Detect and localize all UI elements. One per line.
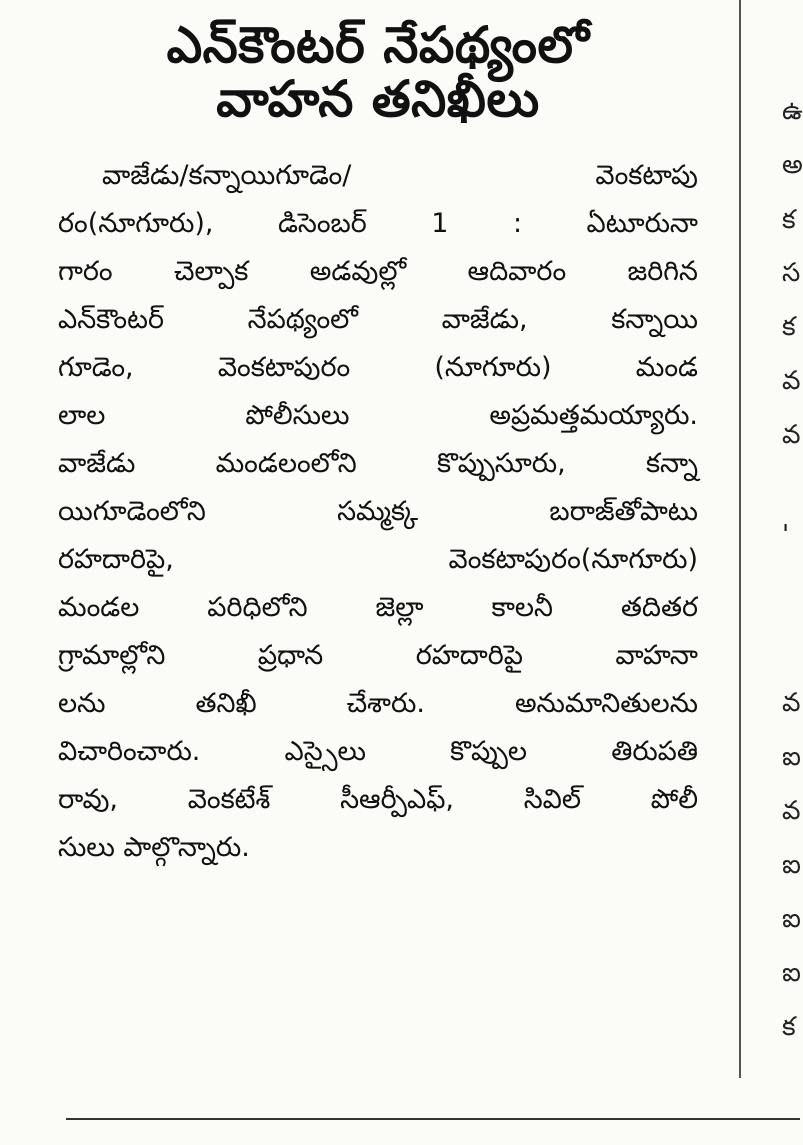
adjacent-text-fragment: వ xyxy=(782,420,801,450)
adjacent-text-fragment: ఐ xyxy=(782,850,801,880)
headline xyxy=(58,18,698,126)
body-line: గ్రామాల్లోని ప్రధాన రహదారిపై వాహనా xyxy=(58,640,698,671)
adjacent-text-fragment: క xyxy=(782,312,796,342)
adjacent-text-fragment: వ xyxy=(782,796,801,826)
adjacent-text-fragment: ఐ xyxy=(782,904,801,934)
body-line: రహదారిపై, వెంకటాపురం(నూగూరు) xyxy=(58,544,698,575)
article-body xyxy=(58,152,698,872)
news-article xyxy=(58,18,698,872)
body-line: ఎన్‌కౌంటర్ నేపథ్యంలో వాజేడు, కన్నాయి xyxy=(58,304,698,335)
adjacent-text-fragment: వ xyxy=(782,688,801,718)
adjacent-text-fragment: ' xyxy=(782,520,790,550)
body-line: వాజేడు మండలంలోని కొప్పుసూరు, కన్నా xyxy=(58,448,698,479)
body-line: లను తనిఖీ చేశారు. అనుమానితులను xyxy=(58,688,698,719)
body-line: రం(నూగూరు), డిసెంబర్ 1 : ఏటూరునా xyxy=(58,208,698,239)
body-line: గూడెం, వెంకటాపురం (నూగూరు) మండ xyxy=(58,352,698,383)
headline-line-1: ఎన్‌కౌంటర్ నేపథ్యంలో xyxy=(166,16,590,74)
adjacent-text-fragment: క xyxy=(782,1012,796,1042)
adjacent-text-fragment: వ xyxy=(782,366,801,396)
body-line: రావు, వెంకటేశ్ సీఆర్పీఎఫ్, సివిల్ పోలీ xyxy=(58,784,698,815)
bottom-rule xyxy=(66,1118,800,1120)
headline-line-2: వాహన తనిఖీలు xyxy=(216,70,540,128)
body-line: వాజేడు/కన్నాయిగూడెం/ వెంకటాపు xyxy=(102,160,698,191)
body-line: మండల పరిధిలోని జెల్లా కాలనీ తదితర xyxy=(58,592,698,623)
adjacent-column-cutoff xyxy=(782,0,803,1145)
adjacent-text-fragment: ఉ xyxy=(782,96,803,126)
adjacent-text-fragment: అ xyxy=(782,150,803,180)
adjacent-text-fragment: ఐ xyxy=(782,958,801,988)
body-line: సులు పాల్గొన్నారు. xyxy=(58,832,250,863)
body-line: విచారించారు. ఎస్సైలు కొప్పుల తిరుపతి xyxy=(58,736,698,767)
body-line: యిగూడెంలోని సమ్మక్క బరాజ్‌తోపాటు xyxy=(58,496,698,527)
body-line: గారం చెల్పాక అడవుల్లో ఆదివారం జరిగిన xyxy=(58,256,698,287)
adjacent-text-fragment: క xyxy=(782,205,796,235)
column-divider xyxy=(739,0,741,1078)
adjacent-text-fragment: ఐ xyxy=(782,742,801,772)
adjacent-text-fragment: స xyxy=(782,258,801,288)
body-line: లాల పోలీసులు అప్రమత్తమయ్యారు. xyxy=(58,400,698,431)
